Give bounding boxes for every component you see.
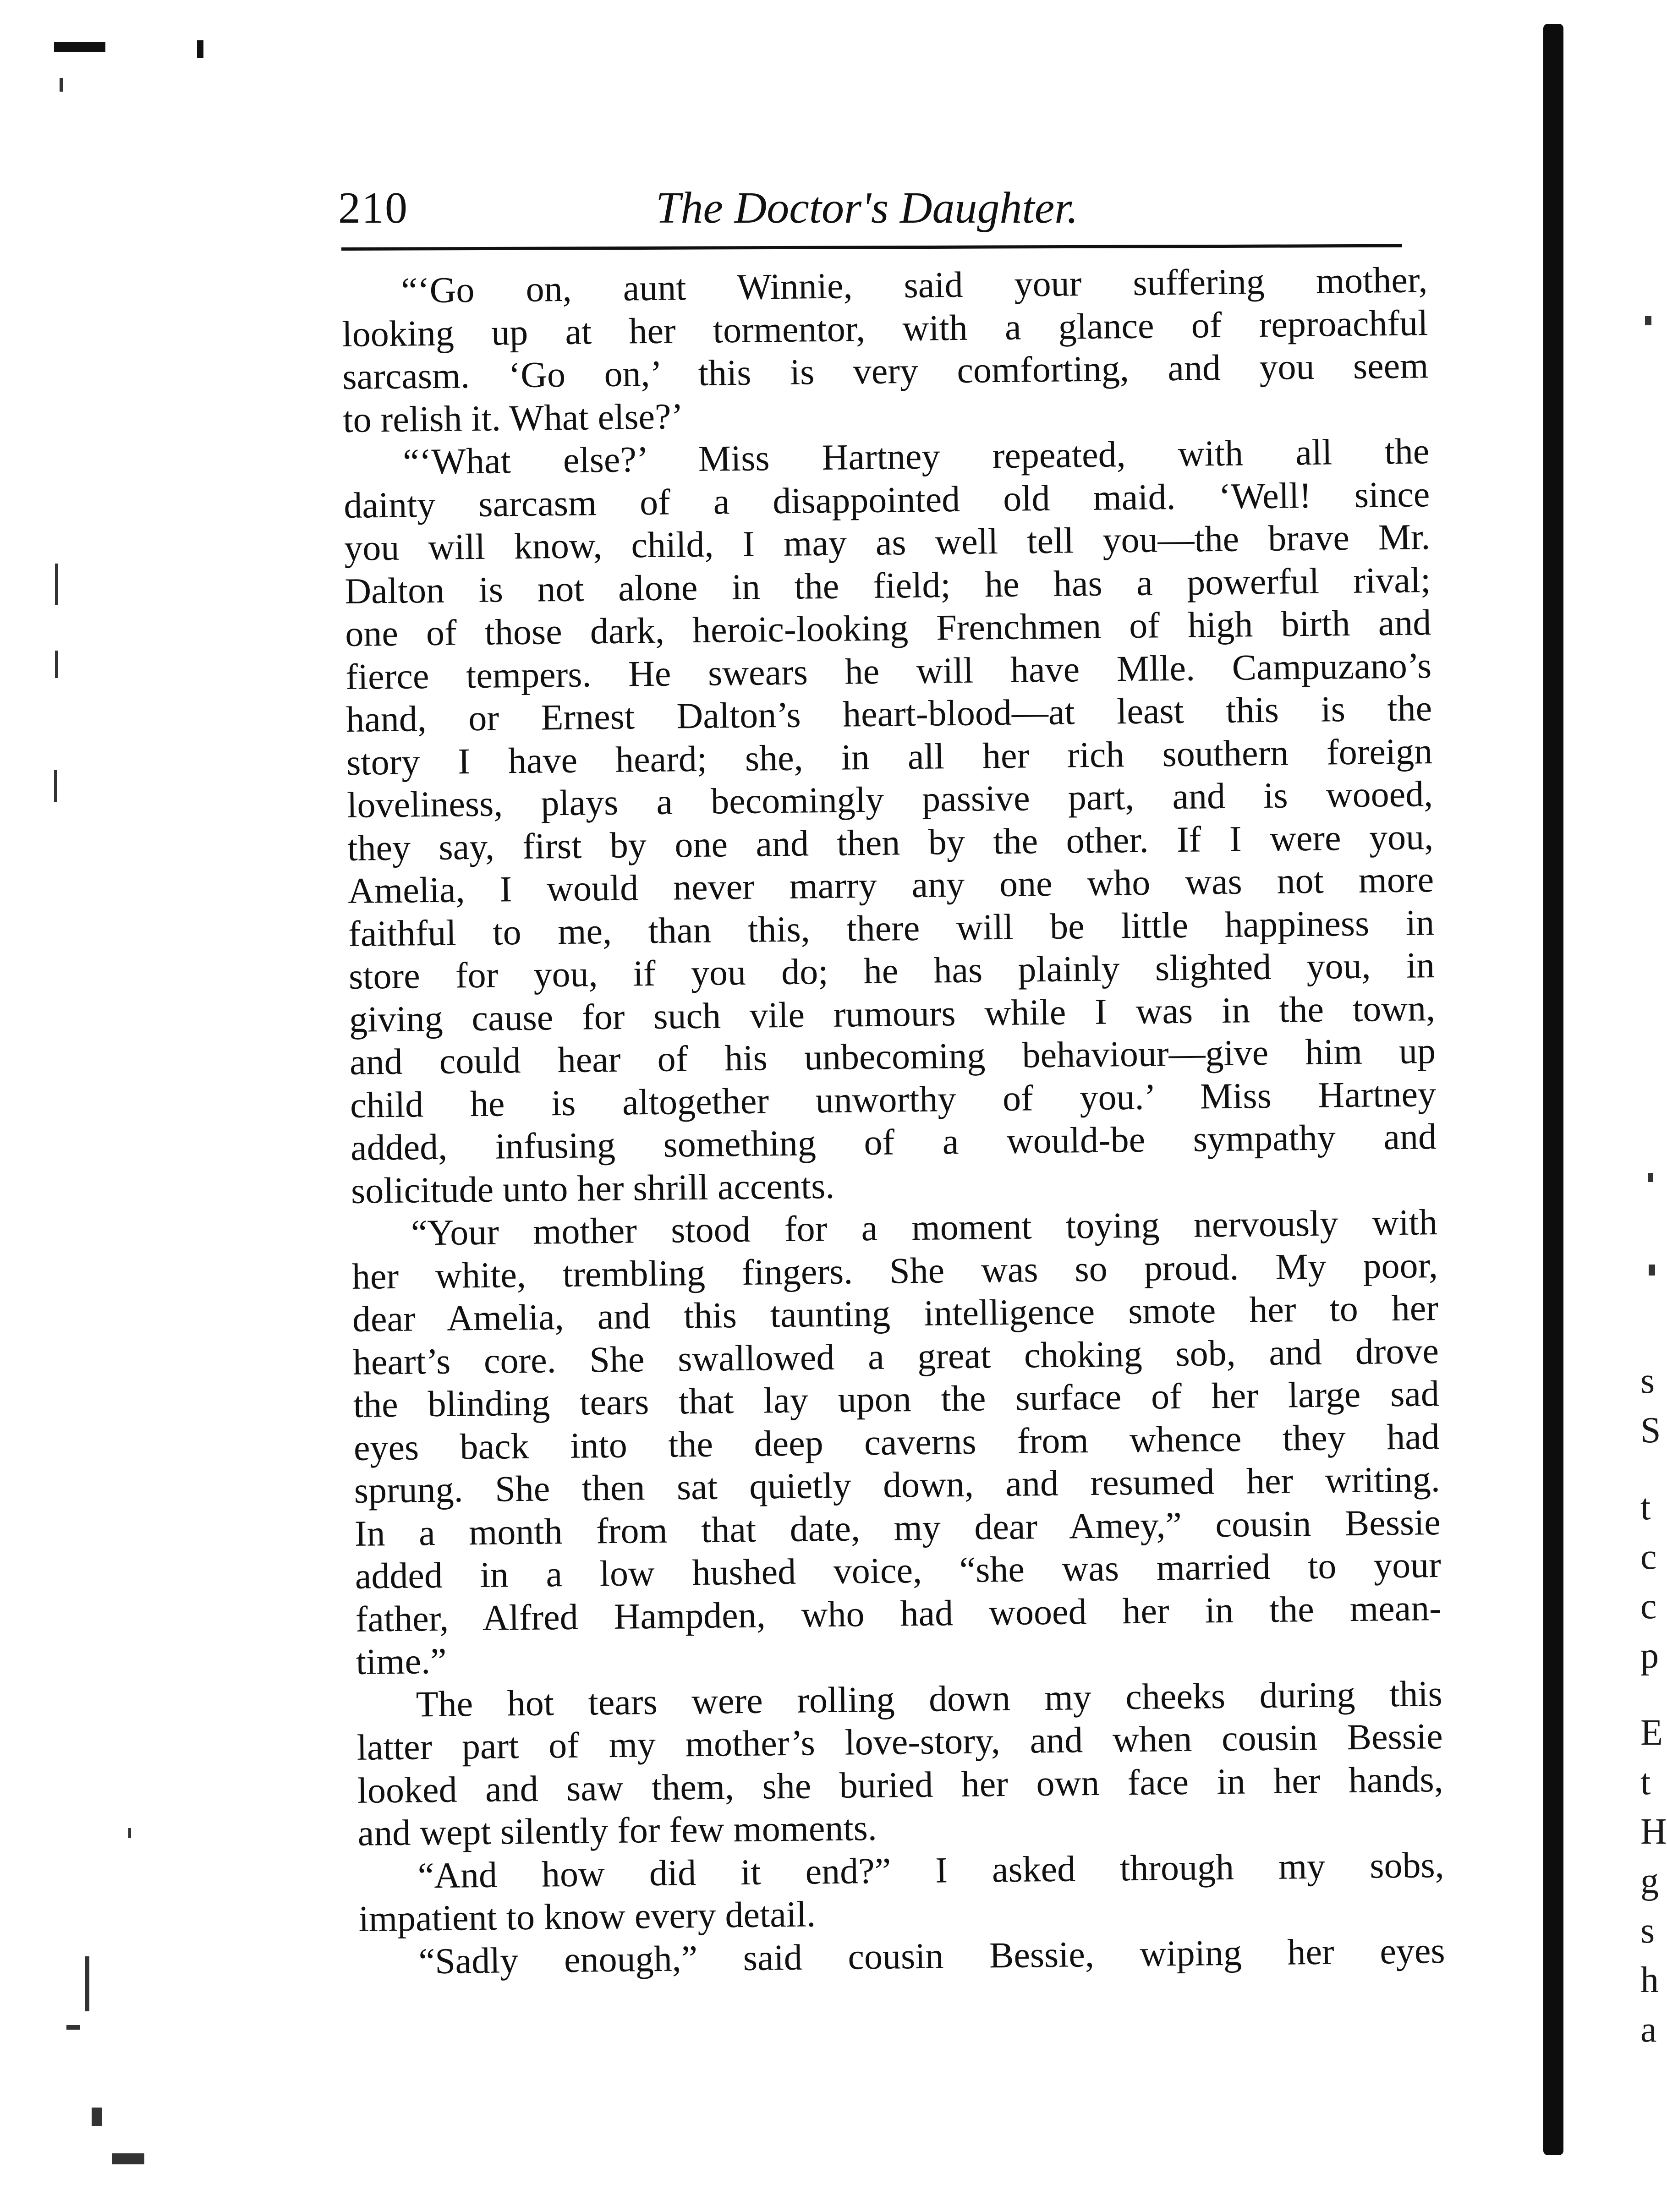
margin-fragment-letter: c [1640, 1586, 1657, 1626]
adjacent-page-fragments [1640, 1356, 1667, 2054]
page-number: 210 [338, 183, 408, 233]
text-line: story I have heard; she, in all her rich southern foreign [346, 731, 1433, 783]
text-line: “‘Go on, aunt Winnie, said your suffering mother, [401, 260, 1428, 311]
margin-fragment-letter: s [1640, 1361, 1655, 1401]
text-line: the blinding tears that lay upon the surface of her large sad [353, 1374, 1440, 1425]
margin-fragment-letter: h [1640, 1960, 1659, 2000]
text-line: fierce tempers. He swears he will have Mlle. Campuzano’s [345, 645, 1432, 697]
text-line: latter part of my mother’s love-story, and when cousin Bessie [356, 1716, 1443, 1768]
body-text [341, 259, 1445, 1984]
scan-speck [1648, 1173, 1653, 1182]
scan-speck [128, 1828, 131, 1838]
scan-speck [55, 564, 58, 605]
text-line: “And how did it end?” I asked through my sobs, [417, 1845, 1445, 1896]
text-line: added, infusing something of a would-be sympathy and [350, 1117, 1437, 1168]
scan-speck [112, 2153, 144, 2164]
margin-fragment-letter: t [1640, 1762, 1651, 1802]
text-line: added in a low hushed voice, “she was married to your [355, 1545, 1442, 1597]
margin-fragment-letter: c [1640, 1537, 1657, 1577]
text-line: “Sadly enough,” said cousin Bessie, wiping her eyes [418, 1930, 1445, 1982]
text-line: you will know, child, I may as well tell you—the brave Mr. [344, 517, 1431, 569]
text-line: dainty sarcasm of a disappointed old maid. ‘Well! since [343, 474, 1430, 526]
margin-fragment-letter: H [1640, 1812, 1667, 1852]
scan-speck [1645, 316, 1651, 325]
scan-speck [92, 2108, 102, 2126]
scan-speck [54, 770, 57, 802]
margin-fragment-letter: a [1640, 2009, 1657, 2050]
text-line: loveliness, plays a becomingly passive part, and is wooed, [346, 774, 1433, 826]
margin-fragment-letter: s [1640, 1911, 1655, 1951]
margin-fragment-letter: E [1640, 1713, 1663, 1753]
text-line: “Your mother stood for a moment toying nervously with [411, 1202, 1438, 1254]
text-line: The hot tears were rolling down my cheeks during this [416, 1673, 1443, 1725]
text-line: to relish it. What else?’ [342, 396, 684, 440]
text-line: looking up at her tormentor, with a glance of reproachful [342, 302, 1428, 355]
text-line: father, Alfred Hampden, who had wooed her in the mean- [355, 1588, 1442, 1640]
scan-speck [66, 2025, 80, 2030]
margin-fragment-letter: g [1640, 1861, 1659, 1901]
scan-speck [85, 1956, 89, 2011]
text-line: Dalton is not alone in the field; he has a powerful rival; [344, 559, 1431, 612]
text-line: In a month from that date, my dear Amey,” cousin Bessie [354, 1502, 1441, 1554]
text-line: giving cause for such vile rumours while I was in the town, [349, 988, 1436, 1040]
scan-artifact-mark [197, 40, 203, 58]
margin-fragment-letter: S [1640, 1410, 1661, 1451]
text-line: sprung. She then sat quietly down, and resumed her writing. [354, 1459, 1441, 1511]
margin-fragment-letter: t [1640, 1487, 1651, 1528]
running-title: The Doctor's Daughter. [656, 183, 1079, 233]
scan-speck [55, 651, 58, 678]
text-line: and could hear of his unbecoming behaviour—give him up [349, 1031, 1436, 1083]
text-line: hand, or Ernest Dalton’s heart-blood—at least this is the [345, 688, 1432, 740]
text-line: they say, first by one and then by the other. If I were you, [347, 816, 1434, 869]
text-line: looked and saw them, she buried her own face in her hands, [357, 1759, 1444, 1811]
text-line: dear Amelia, and this taunting intelligence smote her to her [352, 1288, 1439, 1340]
scan-artifact-mark [54, 42, 105, 52]
text-line: child he is altogether unworthy of you.’ Miss Hartney [350, 1073, 1437, 1126]
text-line: solicitude unto her shrill accents. [351, 1166, 835, 1211]
scan-speck [1649, 1265, 1655, 1276]
text-line: her white, trembling fingers. She was so proud. My poor, [351, 1245, 1438, 1297]
text-line: time.” [356, 1641, 447, 1682]
scan-speck [60, 78, 63, 92]
text-line: heart’s core. She swallowed a great choking sob, and drove [352, 1330, 1439, 1383]
running-head [338, 182, 1401, 246]
book-gutter-shadow [1543, 24, 1563, 2155]
margin-fragment-letter: p [1640, 1636, 1659, 1676]
text-line: faithful to me, than this, there will be little happiness in [348, 902, 1435, 954]
text-line: one of those dark, heroic-looking Frenchmen of high birth and [345, 602, 1431, 654]
text-line: Amelia, I would never marry any one who was not more [347, 860, 1434, 911]
text-line: eyes back into the deep caverns from whence they had [353, 1416, 1440, 1468]
text-line: sarcasm. ‘Go on,’ this is very comforting, and you seem [342, 345, 1429, 397]
text-line: “‘What else?’ Miss Hartney repeated, with all the [402, 431, 1430, 482]
text-line: and wept silently for few moments. [357, 1807, 877, 1854]
text-line: store for you, if you do; he has plainly slighted you, in [348, 945, 1435, 997]
text-line: impatient to know every detail. [358, 1894, 816, 1939]
